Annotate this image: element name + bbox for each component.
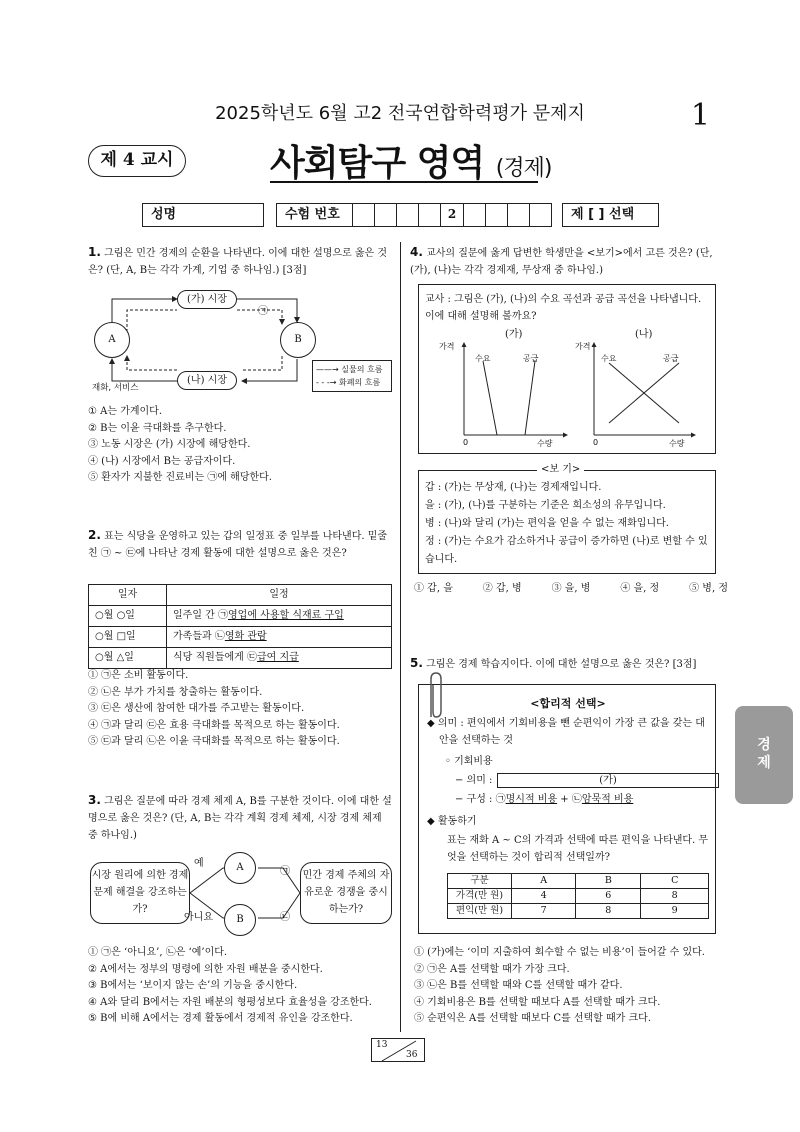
subject-sub: (경제)	[495, 156, 552, 181]
option[interactable]: ④ 기회비용은 B를 선택할 때보다 A를 선택할 때가 크다.	[414, 996, 661, 1008]
page-counter	[371, 1038, 425, 1062]
select-label: 제 [ ] 선택	[571, 207, 635, 222]
name-label: 성명	[151, 207, 177, 222]
table-cell: 8	[576, 904, 641, 919]
table-row	[89, 606, 392, 627]
legend-money: - - -→ 화폐의 흐름	[316, 378, 381, 387]
marker-1: ㉠	[280, 866, 290, 877]
option[interactable]: ⑤ 순편익은 A를 선택할 때보다 C를 선택할 때가 크다.	[414, 1013, 652, 1024]
table-cell: ○월 □일	[89, 627, 167, 648]
option[interactable]: ① ㉠은 소비 활동이다.	[88, 670, 189, 681]
exam-number-cell[interactable]: 2	[441, 204, 463, 226]
name-field[interactable]	[142, 203, 264, 227]
table-cell: 가족들과 ㉡영화 관람	[167, 627, 392, 648]
teacher-graph-box	[418, 284, 716, 454]
exam-number-cell[interactable]	[464, 204, 486, 226]
exam-number-cell[interactable]	[375, 204, 397, 226]
option[interactable]: ③ ㉡은 B를 선택할 때와 C를 선택할 때가 같다.	[414, 980, 623, 991]
exam-number-cell[interactable]	[508, 204, 530, 226]
supply-label: 공급	[663, 354, 679, 363]
question-number: 5.	[410, 656, 423, 670]
question-number: 1.	[88, 245, 101, 259]
quantity-axis-label: 수량	[537, 439, 553, 448]
question-box-left: 시장 원리에 의한 경제 문제 해결을 강조하는가?	[90, 862, 190, 924]
q1-options	[88, 404, 392, 487]
q5-options	[414, 945, 732, 1028]
table-cell: ○월 △일	[89, 648, 167, 669]
market-ga: (가) 시장	[177, 290, 237, 309]
table-header: 일정	[167, 585, 392, 606]
yes-label: 예	[194, 858, 204, 869]
economic-system-diagram	[88, 848, 392, 940]
market-na: (나) 시장	[177, 371, 237, 390]
option[interactable]: ④ A와 달리 B에서는 자원 배분의 형평성보다 효율성을 강조한다.	[88, 996, 372, 1008]
worksheet-card	[418, 684, 716, 934]
system-b: B	[224, 904, 256, 936]
question-stem: 교사의 질문에 옳게 답변한 학생만을 <보기>에서 고른 것은? (단, (가), (나)는 각각 경제재, 무상재 중 하나임.)	[410, 248, 713, 276]
subject-select-field[interactable]	[562, 203, 659, 227]
option[interactable]: ④ 을, 정	[620, 583, 660, 594]
table-header: 구분	[448, 874, 512, 889]
question-box-right: 민간 경제 주체의 자유로운 경쟁을 중시하는가?	[300, 862, 392, 924]
table-header: A	[512, 874, 576, 889]
price-axis-label: 가격	[439, 342, 455, 351]
exam-number-label: 수험 번호	[277, 204, 353, 226]
origin-label: 0	[593, 438, 599, 447]
exam-number-cell[interactable]	[530, 204, 551, 226]
question-2	[88, 527, 392, 562]
price-benefit-table	[447, 873, 709, 919]
question-stem: 그림은 경제 학습지이다. 이에 대한 설명으로 옳은 것은? [3점]	[426, 659, 697, 670]
meaning-text: ◆ 의미 : 편익에서 기회비용을 뺀 순편익이 가장 큰 값을 갖는 대안을 선택하는 것	[427, 718, 705, 746]
no-label: 아니요	[184, 912, 213, 923]
table-row	[448, 889, 709, 904]
bogi-title: <보 기>	[537, 462, 584, 478]
question-5	[410, 655, 728, 673]
supply-demand-graphs	[419, 285, 717, 455]
q3-options	[88, 945, 392, 1028]
option[interactable]: ⑤ ㉢과 달리 ㉡은 이윤 극대화를 목적으로 하는 활동이다.	[88, 736, 340, 747]
question-stem: 그림은 민간 경제의 순환을 나타낸다. 이에 대한 설명으로 옳은 것은? (단, A, B는 각각 가계, 기업 중 하나임.) [3점]	[88, 248, 388, 276]
exam-title: 2025학년도 6월 고2 전국연합학력평가 문제지	[215, 103, 585, 124]
table-header: 일자	[89, 585, 167, 606]
current-page: 13	[376, 1040, 388, 1050]
title-rule	[270, 181, 538, 183]
exam-number-cell[interactable]	[486, 204, 508, 226]
subject-title	[270, 136, 551, 192]
period-badge: 제 4 교시	[88, 145, 186, 177]
option[interactable]: ② A에서는 정부의 명령에 의한 자원 배분을 중시한다.	[88, 963, 323, 975]
option[interactable]: ③ ㉢은 생산에 참여한 대가를 주고받는 활동이다.	[88, 703, 305, 714]
exam-number-cell[interactable]	[397, 204, 419, 226]
table-cell: 6	[576, 889, 641, 904]
activity-text: 표는 재화 A ~ C의 가격과 선택에 따른 편익을 나타낸다. 무엇을 선택하는 것이 합리적 선택일까?	[447, 835, 709, 863]
option[interactable]: ⑤ B에 비해 A에서는 경제 활동에서 경제적 유인을 강조한다.	[88, 1013, 353, 1024]
option[interactable]: ② ㉡은 부가 가치를 창출하는 활동이다.	[88, 686, 263, 698]
legend	[312, 360, 392, 392]
question-number: 3.	[88, 793, 101, 807]
option[interactable]: ② ㉠은 A를 선택할 때가 가장 크다.	[414, 963, 570, 975]
bogi-item: 정 : (가)는 수요가 감소하거나 공급이 증가하면 (나)로 변할 수 있습니다.	[425, 536, 708, 565]
question-number: 2.	[88, 528, 101, 542]
option[interactable]: ③ B에서는 ‘보이지 않는 손’의 기능을 중시한다.	[88, 980, 298, 991]
question-number: 4.	[410, 245, 423, 259]
oc-components: − 구성 : ㉠명시적 비용 + ㉡암묵적 비용	[455, 794, 634, 805]
marker-2: ㉡	[280, 912, 290, 923]
quantity-axis-label: 수량	[669, 439, 685, 448]
table-cell: 9	[641, 904, 709, 919]
system-a: A	[224, 852, 256, 884]
option[interactable]: ⑤ 환자가 지불한 진료비는 ㉠에 해당한다.	[88, 472, 272, 483]
node-a: A	[94, 322, 130, 358]
q4-options	[414, 580, 728, 597]
column-divider	[400, 242, 401, 1032]
table-cell: 일주일 간 ㉠영업에 사용할 식재료 구입	[167, 606, 392, 627]
exam-number-field[interactable]	[276, 203, 552, 227]
question-1	[88, 244, 392, 279]
opportunity-cost-title: ◦ 기회비용	[445, 756, 493, 767]
price-axis-label: 가격	[575, 342, 591, 351]
option[interactable]: ② B는 이윤 극대화를 추구한다.	[88, 422, 227, 434]
table-cell: 식당 직원들에게 ㉢급여 지급	[167, 648, 392, 669]
graph-ga-title: (가)	[505, 329, 523, 340]
marker-1: ㉠	[258, 306, 268, 317]
exam-number-cell[interactable]	[353, 204, 375, 226]
demand-label: 수요	[475, 354, 491, 363]
option[interactable]: ① (가)에는 ‘이미 지출하여 회수할 수 없는 비용’이 들어갈 수 있다.	[414, 947, 705, 958]
bogi-list	[425, 479, 711, 569]
table-cell: 4	[512, 889, 576, 904]
circular-flow-diagram	[92, 284, 396, 394]
origin-label: 0	[463, 438, 469, 447]
option[interactable]: ① ㉠은 ‘아니요’, ㉡은 ‘예’이다.	[88, 947, 228, 958]
option[interactable]: ① 갑, 을	[414, 583, 453, 594]
question-4	[410, 244, 728, 279]
question-stem: 표는 식당을 운영하고 있는 갑의 일정표 중 일부를 나타낸다. 밑줄 친 ㉠ ~ ㉢에 나타난 경제 활동에 대한 설명으로 옳은 것은?	[88, 531, 388, 559]
table-header-row	[448, 874, 709, 889]
table-cell: 7	[512, 904, 576, 919]
goods-label: 재화, 서비스	[92, 383, 139, 393]
legend-real: ——→ 실물의 흐름	[316, 365, 383, 374]
question-stem: 그림은 질문에 따라 경제 체제 A, B를 구분한 것이다. 이에 대한 설명으로 옳은 것은? (단, A, B는 각각 계획 경제 체제, 시장 경제 체제 중 하나임.)	[88, 796, 392, 841]
card-title: <합리적 선택>	[530, 697, 606, 710]
node-b: B	[280, 322, 316, 358]
q2-options	[88, 668, 392, 751]
option[interactable]: ④ (나) 시장에서 B는 공급자이다.	[88, 455, 236, 467]
page-number: 1	[690, 98, 710, 133]
option[interactable]: ③ 을, 병	[551, 583, 591, 594]
table-header: B	[576, 874, 641, 889]
table-cell: 가격(만 원)	[448, 889, 512, 904]
subject-name: 사회탐구 영역	[270, 143, 485, 184]
teacher-prompt: 교사 : 그림은 (가), (나)의 수요 곡선과 공급 곡선을 나타냅니다. 이에 대해 설명해 볼까요?	[425, 294, 702, 322]
subject-side-tab: 경 제	[735, 706, 793, 804]
table-cell: ○월 ○일	[89, 606, 167, 627]
bogi-box	[418, 464, 716, 574]
total-pages: 36	[406, 1050, 418, 1060]
schedule-table	[88, 584, 392, 669]
bogi-item: 갑 : (가)는 무상재, (나)는 경제재입니다.	[425, 482, 602, 493]
table-row	[448, 904, 709, 919]
option[interactable]: ① A는 가계이다.	[88, 406, 163, 417]
oc-meaning-blank: (가)	[497, 773, 719, 788]
option[interactable]: ③ 노동 시장은 (가) 시장에 해당한다.	[88, 439, 251, 450]
bogi-item: 을 : (가), (나)를 구분하는 기준은 희소성의 유무입니다.	[425, 500, 666, 511]
supply-label: 공급	[523, 354, 539, 363]
bogi-item: 병 : (나)와 달리 (가)는 편익을 얻을 수 없는 재화입니다.	[425, 518, 669, 529]
activity-title: ◆ 활동하기	[427, 816, 477, 827]
oc-meaning-label: − 의미 :	[455, 775, 493, 786]
exam-number-cell[interactable]	[419, 204, 441, 226]
table-row	[89, 648, 392, 669]
table-row	[89, 627, 392, 648]
question-3	[88, 792, 392, 844]
option[interactable]: ④ ㉠과 달리 ㉢은 효용 극대화를 목적으로 하는 활동이다.	[88, 719, 340, 731]
demand-label: 수요	[601, 354, 617, 363]
table-cell: 8	[641, 889, 709, 904]
option[interactable]: ② 갑, 병	[482, 583, 522, 594]
graph-na-title: (나)	[635, 329, 653, 340]
table-cell: 편익(만 원)	[448, 904, 512, 919]
table-header: C	[641, 874, 709, 889]
table-header-row	[89, 585, 392, 606]
option[interactable]: ⑤ 병, 정	[689, 583, 728, 594]
